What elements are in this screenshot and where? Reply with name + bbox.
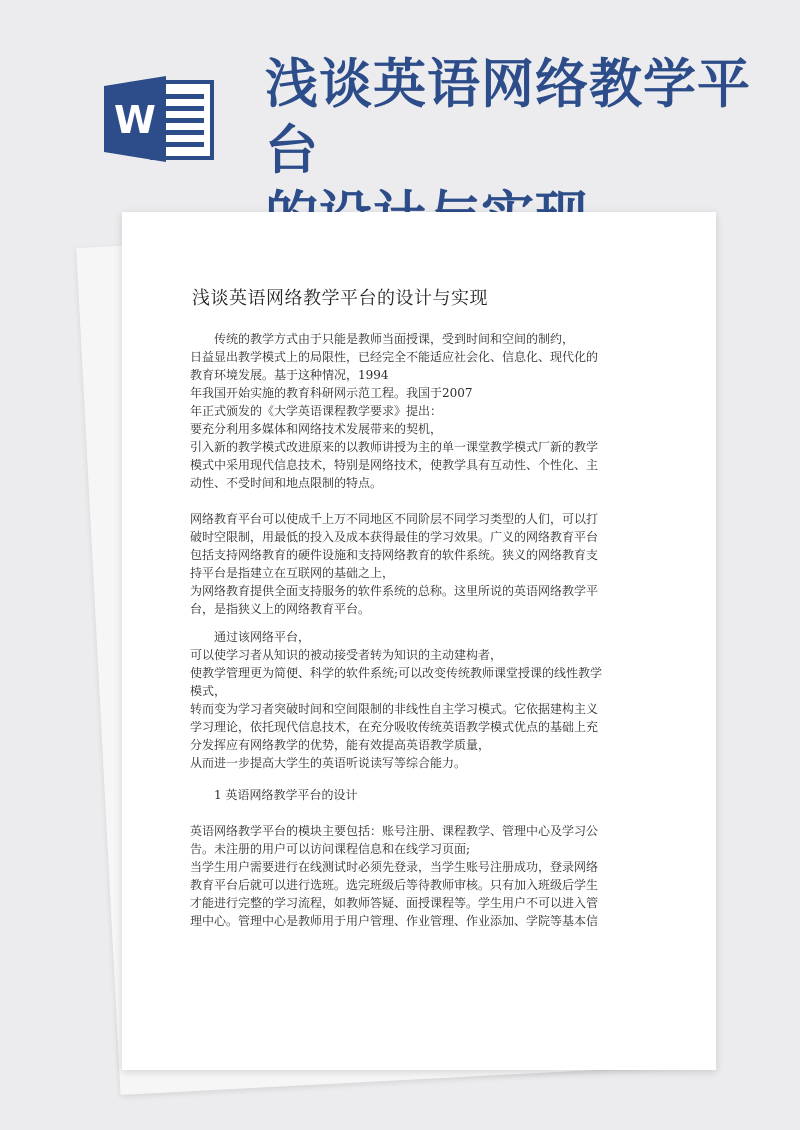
text-line: 年我国开始实施的教育科研网示范工程。我国于2007 (190, 386, 473, 400)
text-line: 学习理论，依托现代信息技术，在充分吸收传统英语教学模式优点的基础上充 (190, 720, 599, 734)
text-line: 从而进一步提高大学生的英语听说读写等综合能力。 (190, 756, 467, 770)
document-body (190, 330, 630, 930)
text-line: 传统的教学方式由于只能是教师当面授课，受到时间和空间的制约， (214, 332, 575, 346)
text-line: 包括支持网络教育的硬件设施和支持网络教育的软件系统。狭义的网络教育支 (190, 548, 599, 562)
text-line: 使教学管理更为简便、科学的软件系统;可以改变传统教师课堂授课的线性教学 (190, 666, 603, 680)
text-line: 理中心。管理中心是教师用于用户管理、作业管理、作业添加、学院等基本信 (190, 914, 599, 928)
word-document-icon (104, 76, 216, 162)
document-page (122, 212, 716, 1070)
text-line: 破时空限制，用最低的投入及成本获得最佳的学习效果。广义的网络教育平台 (190, 530, 599, 544)
text-line: 通过该网络平台， (214, 630, 311, 644)
text-line: 模式中采用现代信息技术，特别是网络技术，使教学具有互动性、个性化、主 (190, 458, 599, 472)
text-line: 日益显出教学模式上的局限性，已经完全不能适应社会化、信息化、现代化的 (190, 350, 599, 364)
document-title: 浅谈英语网络教学平台的设计与实现 (192, 288, 488, 309)
text-line: 要充分利用多媒体和网络技术发展带来的契机， (190, 422, 443, 436)
text-line: 引入新的教学模式改进原来的以教师讲授为主的单一课堂教学模式厂新的教学 (190, 440, 599, 454)
text-line: 当学生用户需要进行在线测试时必须先登录，当学生账号注册成功，登录网络 (190, 860, 599, 874)
text-line: 才能进行完整的学习流程，如教师答疑、面授课程等。学生用户不可以进入管 (190, 896, 599, 910)
text-line: 模式， (190, 684, 227, 698)
text-line: 告。未注册的用户可以访问课程信息和在线学习页面; (190, 842, 471, 856)
text-line: 英语网络教学平台的模块主要包括：账号注册、课程教学、管理中心及学习公 (190, 824, 599, 838)
text-line: 可以使学习者从知识的被动接受者转为知识的主动建构者， (190, 648, 503, 662)
text-line: 教育平台后就可以进行选班。选完班级后等待教师审核。只有加入班级后学生 (190, 878, 599, 892)
text-line: 动性、不受时间和地点限制的特点。 (190, 476, 383, 490)
text-line: 教育环境发展。基于这种情况，1994 (190, 368, 389, 382)
section-heading: 1 英语网络教学平台的设计 (214, 788, 358, 802)
text-line: 为网络教育提供全面支持服务的软件系统的总称。这里所说的英语网络教学平 (190, 584, 599, 598)
word-icon-letter: W (114, 98, 156, 142)
text-line: 台，是指狭义上的网络教育平台。 (190, 602, 371, 616)
text-line: 转而变为学习者突破时间和空间限制的非线性自主学习模式。它依据建构主义 (190, 702, 599, 716)
text-line: 持平台是指建立在互联网的基础之上， (190, 566, 395, 580)
text-line: 网络教育平台可以使成千上万不同地区不同阶层不同学习类型的人们，可以打 (190, 512, 599, 526)
text-line: 分发挥应有网络教学的优势，能有效提高英语教学质量， (190, 738, 491, 752)
page-title-line-1: 浅谈英语网络教学平台 (265, 54, 751, 181)
text-line: 年正式颁发的《大学英语课程教学要求》提出： (190, 404, 443, 418)
